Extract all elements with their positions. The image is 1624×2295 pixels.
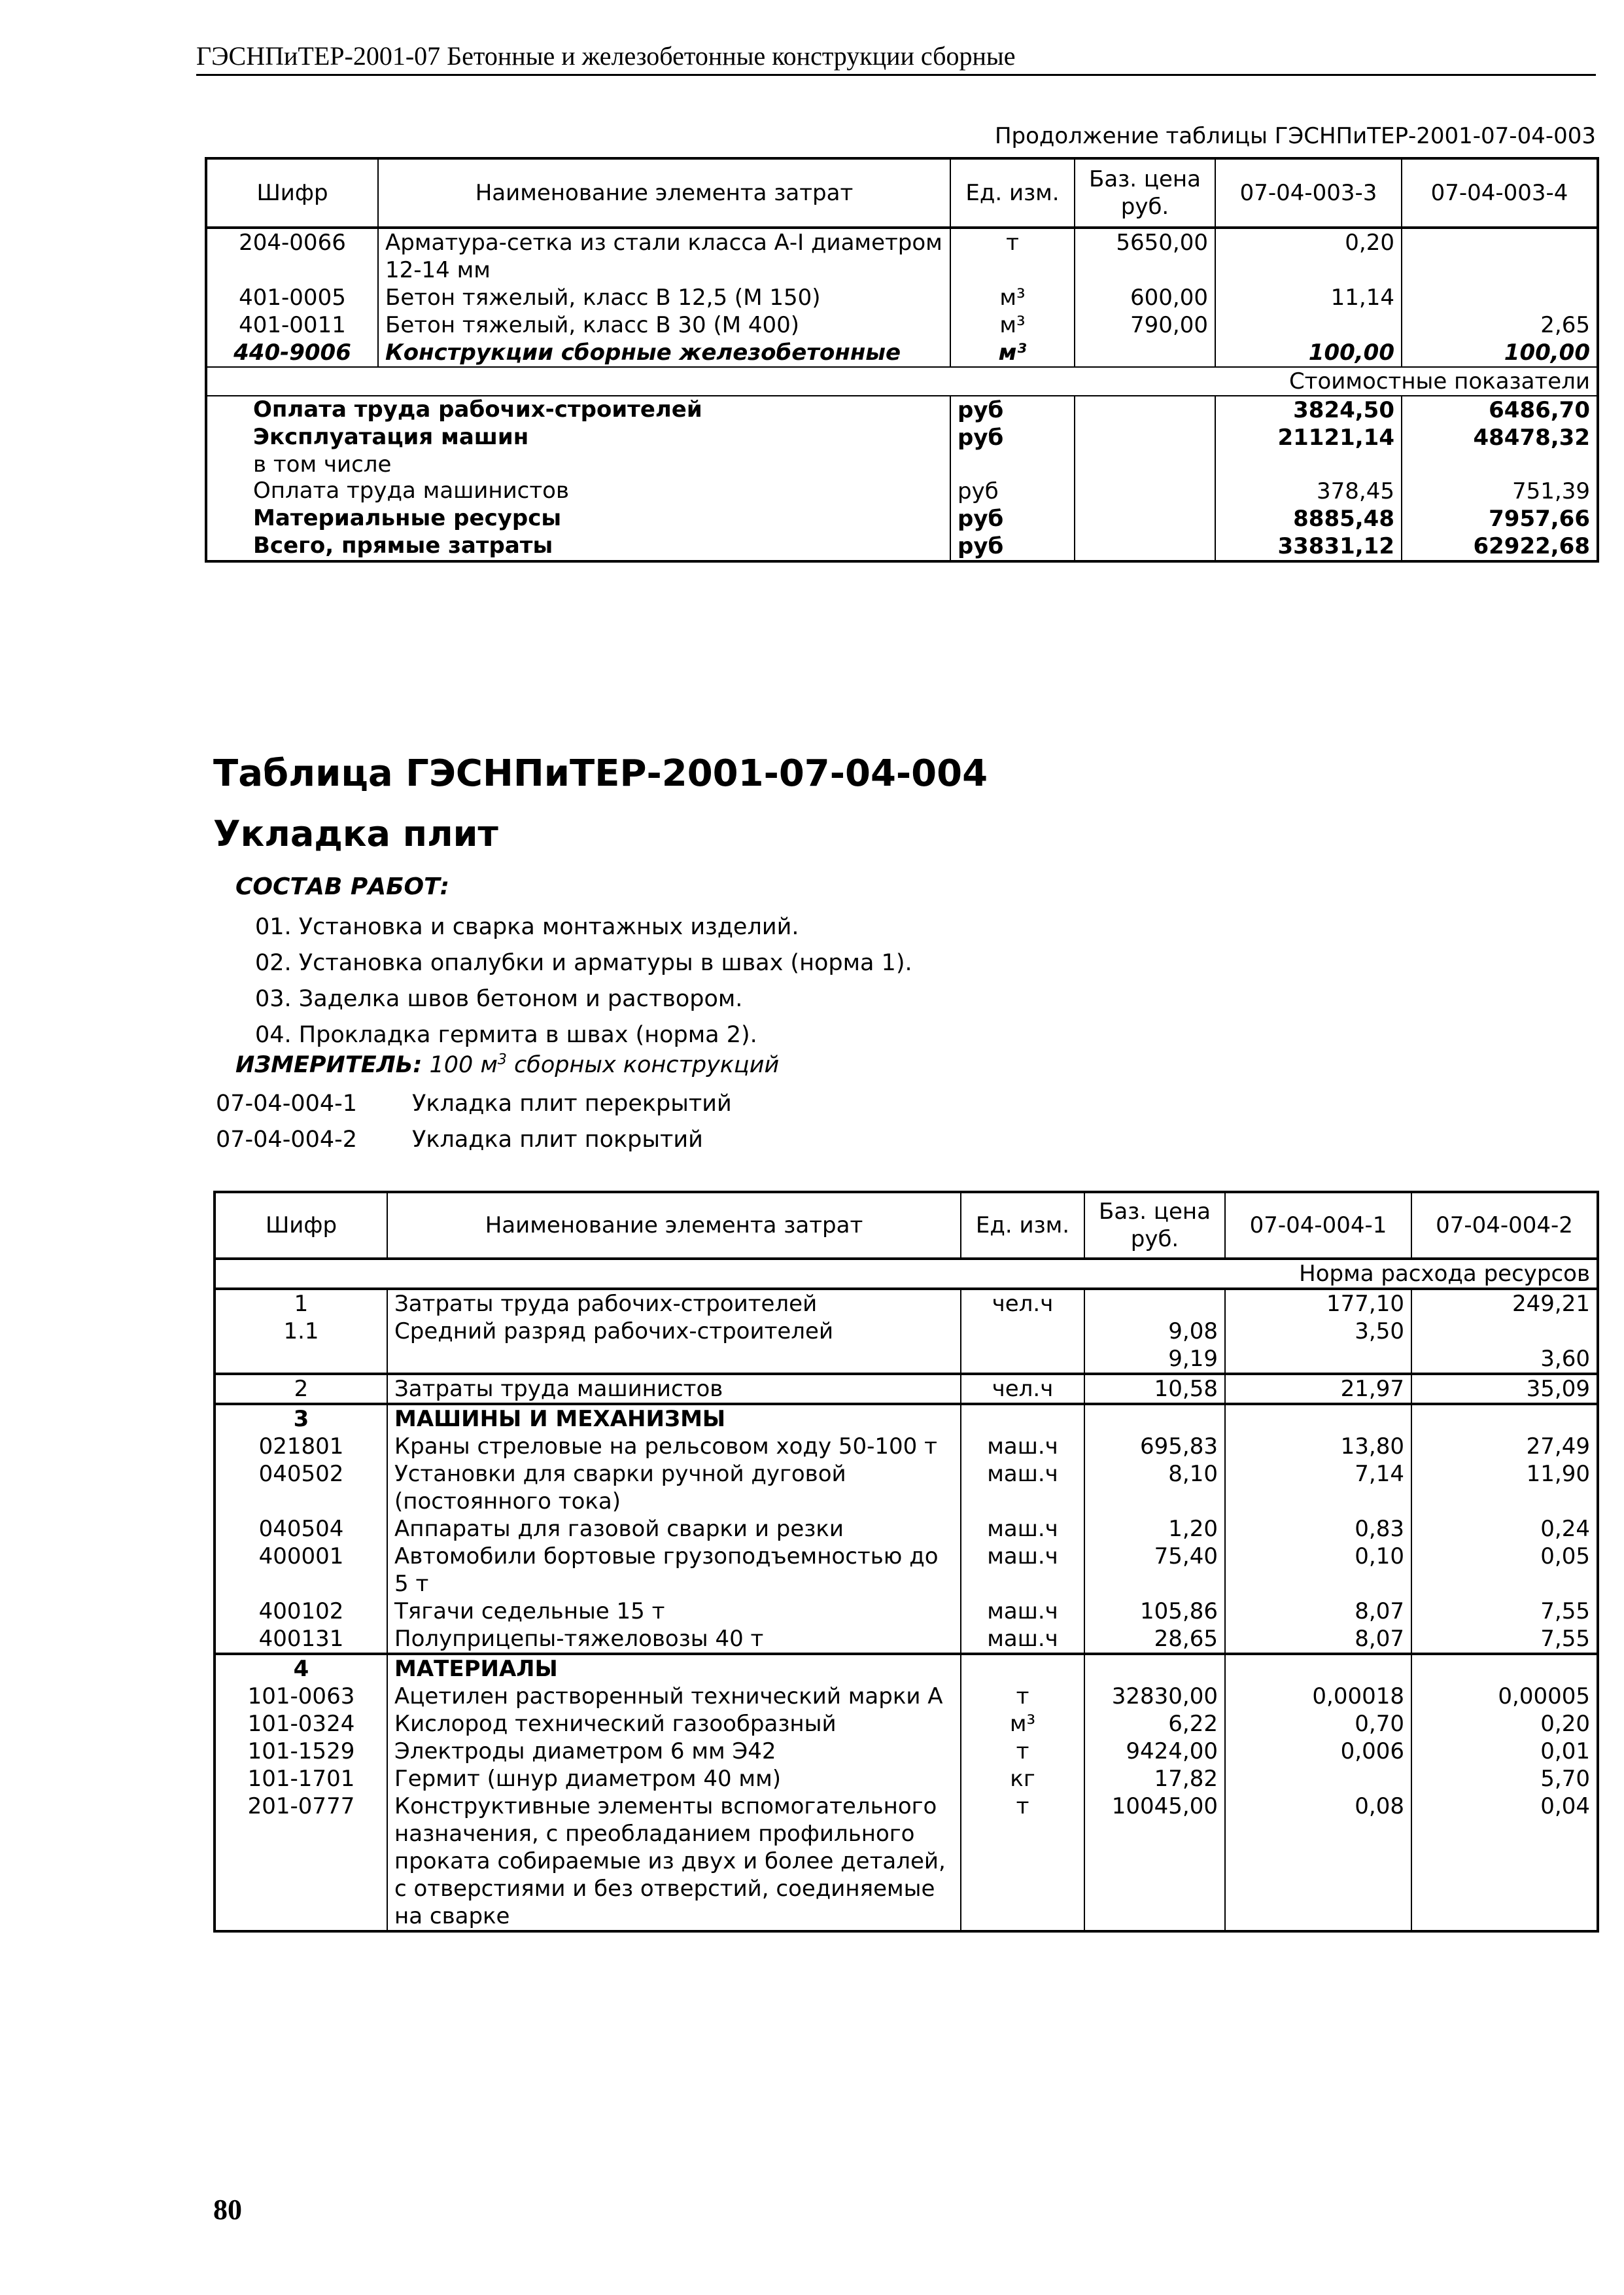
table-row (215, 1404, 1598, 1433)
measurer-label: ИЗМЕРИТЕЛЬ: (235, 1052, 423, 1078)
table-row (215, 1710, 1598, 1738)
work-item: 04. Прокладка гермита в швах (норма 2). (255, 1022, 757, 1048)
cost-name: Оплата труда машинистов (253, 478, 570, 504)
cell-name: Автомобили бортовые грузоподъемностью до 5 т (387, 1543, 961, 1598)
cell-unit (961, 1404, 1084, 1433)
table-row (206, 424, 1598, 451)
table-row (215, 1625, 1598, 1654)
table-row (206, 478, 1598, 505)
column-header-unit: Ед. изм. (961, 1192, 1084, 1259)
cell-unit: м³ (950, 311, 1075, 339)
cell-price: 9,08 (1084, 1318, 1225, 1345)
table-row (215, 1259, 1598, 1289)
cell-unit: м³ (950, 284, 1075, 311)
cell-variant-1: 177,10 (1225, 1289, 1411, 1318)
cell-variant-1: 8885,48 (1215, 505, 1402, 533)
cell-name: Полуприцепы-тяжеловозы 40 т (387, 1625, 961, 1654)
cell-price (1075, 339, 1215, 367)
cell-price: 790,00 (1075, 311, 1215, 339)
cell-price (1075, 451, 1215, 478)
cell-code: 400001 (258, 1543, 344, 1569)
variant-code: 07-04-004-2 (216, 1127, 358, 1153)
cell-price (1084, 1404, 1225, 1433)
column-header-price: Баз. цена руб. (1084, 1192, 1225, 1259)
cell-price: 9,19 (1084, 1345, 1225, 1374)
cell-code: 4 (293, 1656, 309, 1682)
cell-price: 75,40 (1084, 1543, 1225, 1598)
cell-variant-2: 27,49 (1411, 1433, 1598, 1460)
table-row (215, 1738, 1598, 1765)
cell-variant-1: 0,83 (1225, 1515, 1411, 1543)
cell-name: Арматура-сетка из стали класса А-I диаметром 12-14 мм (378, 228, 950, 284)
table-row (215, 1654, 1598, 1683)
table-row (206, 505, 1598, 533)
cell-name: Тягачи седельные 15 т (387, 1598, 961, 1625)
cell-price (1075, 505, 1215, 533)
cell-variant-1: 21,97 (1225, 1374, 1411, 1404)
column-header-variant-2: 07-04-004-2 (1411, 1192, 1598, 1259)
cell-code: 101-0063 (247, 1683, 355, 1709)
cell-code: 1.1 (283, 1318, 319, 1344)
cell-variant-2: 6486,70 (1402, 396, 1598, 424)
measurer-value: 100 $м^3$ сборных конструкций (429, 1051, 780, 1078)
cell-name: Краны стреловые на рельсовом ходу 50-100 т (387, 1433, 961, 1460)
cell-code: 101-0324 (247, 1711, 355, 1737)
cell-variant-2: 0,24 (1411, 1515, 1598, 1543)
table-row (215, 1598, 1598, 1625)
table-row (206, 533, 1598, 561)
variant-code: 07-04-004-1 (216, 1091, 358, 1117)
running-header: ГЭСНПиТЕР-2001-07 Бетонные и железобетонные конструкции сборные (196, 41, 1596, 76)
cell-code: 401-0011 (239, 312, 346, 338)
cell-code: 040504 (258, 1516, 344, 1542)
cell-name: Электроды диаметром 6 мм Э42 (387, 1738, 961, 1765)
table-row (206, 339, 1598, 367)
cell-variant-2: 0,20 (1411, 1710, 1598, 1738)
cell-unit: маш.ч (961, 1433, 1084, 1460)
table-row (215, 1460, 1598, 1515)
cell-variant-1 (1225, 1404, 1411, 1433)
cell-variant-2: 7,55 (1411, 1625, 1598, 1654)
cell-name: Затраты труда рабочих-строителей (387, 1289, 961, 1318)
cell-name: МАТЕРИАЛЫ (387, 1654, 961, 1683)
cell-variant-2: 249,21 (1411, 1289, 1598, 1318)
table-row (206, 311, 1598, 339)
cell-unit (961, 1318, 1084, 1345)
cell-variant-2: 3,60 (1411, 1345, 1598, 1374)
cell-variant-2 (1411, 1654, 1598, 1683)
cell-price: 105,86 (1084, 1598, 1225, 1625)
cell-unit: руб (950, 396, 1075, 424)
cell-name: Установки для сварки ручной дуговой (постоянного тока) (387, 1460, 961, 1515)
cell-variant-1: 7,14 (1225, 1460, 1411, 1515)
cell-price: 32830,00 (1084, 1683, 1225, 1710)
cell-unit: т (961, 1738, 1084, 1765)
cell-name: Кислород технический газообразный (387, 1710, 961, 1738)
column-header-variant-1: 07-04-003-3 (1215, 158, 1402, 228)
measurer (235, 1052, 779, 1078)
table-row (215, 1765, 1598, 1793)
cell-variant-2: 48478,32 (1402, 424, 1598, 451)
cell-unit: кг (961, 1765, 1084, 1793)
cell-unit: маш.ч (961, 1625, 1084, 1654)
cell-price (1075, 478, 1215, 505)
cell-price: 8,10 (1084, 1460, 1225, 1515)
cell-variant-1 (1225, 1765, 1411, 1793)
norm-variants (216, 1086, 732, 1158)
cell-variant-1: 21121,14 (1215, 424, 1402, 451)
column-header-variant-1: 07-04-004-1 (1225, 1192, 1411, 1259)
cell-name: Затраты труда машинистов (387, 1374, 961, 1404)
cell-variant-1: 0,10 (1225, 1543, 1411, 1598)
cell-variant-2 (1402, 451, 1598, 478)
cell-code: 204-0066 (239, 230, 346, 256)
work-item: 02. Установка опалубки и арматуры в швах (норма 1). (255, 950, 912, 976)
cell-unit: руб (950, 533, 1075, 561)
cell-name: Гермит (шнур диаметром 40 мм) (387, 1765, 961, 1793)
cell-variant-1: 0,08 (1225, 1793, 1411, 1931)
cost-name: Материальные ресурсы (253, 505, 562, 531)
cell-unit (950, 451, 1075, 478)
table-row (206, 451, 1598, 478)
cell-name: Бетон тяжелый, класс В 30 (М 400) (378, 311, 950, 339)
work-item: 01. Установка и сварка монтажных изделий. (255, 914, 799, 940)
cell-unit: т (950, 228, 1075, 284)
cell-unit: т (961, 1793, 1084, 1931)
cell-price: 9424,00 (1084, 1738, 1225, 1765)
cell-name: Конструктивные элементы вспомогательного назначения, с преобладанием профильного проката собираемые из двух и более деталей, с отверстиями и без отверстий, соединяемые на сварке (387, 1793, 961, 1931)
cell-price (1075, 396, 1215, 424)
cell-variant-1 (1215, 451, 1402, 478)
table-row (206, 367, 1598, 396)
cell-variant-2: 0,05 (1411, 1543, 1598, 1598)
cost-name: Оплата труда рабочих-строителей (253, 396, 702, 423)
cell-price: 6,22 (1084, 1710, 1225, 1738)
column-header-price: Баз. цена руб. (1075, 158, 1215, 228)
cell-name (387, 1345, 961, 1374)
cell-name: Бетон тяжелый, класс В 12,5 (М 150) (378, 284, 950, 311)
cell-variant-2: 0,00005 (1411, 1683, 1598, 1710)
table-row (206, 228, 1598, 284)
cell-variant-2: 7957,66 (1402, 505, 1598, 533)
cell-variant-2 (1411, 1404, 1598, 1433)
cell-variant-1: 3824,50 (1215, 396, 1402, 424)
cell-unit (961, 1654, 1084, 1683)
cell-name: Конструкции сборные железобетонные (378, 339, 950, 367)
cell-price (1084, 1289, 1225, 1318)
cost-name: Эксплуатация машин (253, 424, 529, 450)
cell-unit: м³ (950, 339, 1075, 367)
cell-variant-1: 8,07 (1225, 1625, 1411, 1654)
cell-price (1075, 533, 1215, 561)
cell-name: Средний разряд рабочих-строителей (387, 1318, 961, 1345)
cell-variant-1: 3,50 (1225, 1318, 1411, 1345)
work-composition-label: СОСТАВ РАБОТ: (235, 873, 450, 900)
cell-variant-2: 0,04 (1411, 1793, 1598, 1931)
norm-label: Норма расхода ресурсов (1299, 1261, 1590, 1287)
cell-code: 3 (293, 1406, 309, 1432)
column-header-code: Шифр (256, 180, 328, 206)
resource-table-07-04-003 (205, 157, 1599, 563)
column-header-name: Наименование элемента затрат (378, 158, 950, 228)
cell-code: 021801 (258, 1433, 344, 1460)
cell-code: 401-0005 (239, 285, 346, 311)
cell-variant-1: 100,00 (1215, 339, 1402, 367)
table-row (215, 1543, 1598, 1598)
table-subtitle: Укладка плит (213, 813, 498, 854)
cell-code: 400131 (258, 1626, 344, 1652)
variant-row (216, 1086, 732, 1122)
table-row (215, 1318, 1598, 1345)
cell-variant-1: 33831,12 (1215, 533, 1402, 561)
cell-unit: руб (950, 505, 1075, 533)
cell-variant-1: 13,80 (1225, 1433, 1411, 1460)
table-row (215, 1683, 1598, 1710)
cell-unit: руб (950, 478, 1075, 505)
cell-variant-2 (1411, 1318, 1598, 1345)
cell-code: 1 (294, 1291, 309, 1317)
cell-code: 400102 (258, 1598, 344, 1624)
cell-variant-2: 751,39 (1402, 478, 1598, 505)
table-row (206, 284, 1598, 311)
cost-section-label: Стоимостные показатели (1288, 368, 1590, 394)
cell-variant-1: 11,14 (1215, 284, 1402, 311)
cell-variant-1: 0,70 (1225, 1710, 1411, 1738)
table-row (215, 1793, 1598, 1931)
cell-unit: руб (950, 424, 1075, 451)
cell-variant-2: 35,09 (1411, 1374, 1598, 1404)
table-row (215, 1433, 1598, 1460)
cell-price: 10,58 (1084, 1374, 1225, 1404)
cell-code: 040502 (258, 1461, 344, 1487)
cell-code: 101-1701 (247, 1766, 355, 1792)
column-header-unit: Ед. изм. (950, 158, 1075, 228)
cell-unit: т (961, 1683, 1084, 1710)
cell-price (1075, 424, 1215, 451)
cell-variant-2: 0,01 (1411, 1738, 1598, 1765)
table-row (215, 1515, 1598, 1543)
variant-name: Укладка плит перекрытий (412, 1091, 732, 1117)
work-item: 03. Заделка швов бетоном и раствором. (255, 986, 743, 1012)
cell-variant-2: 62922,68 (1402, 533, 1598, 561)
cell-name: Аппараты для газовой сварки и резки (387, 1515, 961, 1543)
cell-price: 17,82 (1084, 1765, 1225, 1793)
cost-name: в том числе (253, 451, 392, 478)
cell-variant-2: 7,55 (1411, 1598, 1598, 1625)
cell-unit: м³ (961, 1710, 1084, 1738)
column-header-variant-2: 07-04-003-4 (1402, 158, 1598, 228)
column-header-name: Наименование элемента затрат (387, 1192, 961, 1259)
cell-code: 2 (294, 1376, 309, 1402)
cell-name: МАШИНЫ И МЕХАНИЗМЫ (387, 1404, 961, 1433)
column-header-code: Шифр (265, 1212, 337, 1238)
cell-unit: маш.ч (961, 1515, 1084, 1543)
cell-variant-1 (1225, 1345, 1411, 1374)
cell-unit: маш.ч (961, 1543, 1084, 1598)
cell-price: 10045,00 (1084, 1793, 1225, 1931)
cell-unit: чел.ч (961, 1289, 1084, 1318)
cell-price (1084, 1654, 1225, 1683)
table-row (215, 1289, 1598, 1318)
variant-row (216, 1122, 732, 1158)
cell-code (215, 1345, 387, 1374)
cell-code: 201-0777 (247, 1793, 355, 1819)
cell-price: 5650,00 (1075, 228, 1215, 284)
table-row (215, 1374, 1598, 1404)
cell-unit: маш.ч (961, 1460, 1084, 1515)
cell-variant-1: 0,20 (1215, 228, 1402, 284)
cell-variant-1: 8,07 (1225, 1598, 1411, 1625)
variant-name: Укладка плит покрытий (412, 1127, 703, 1153)
cell-variant-1: 378,45 (1215, 478, 1402, 505)
resource-table-07-04-004 (213, 1191, 1599, 1933)
page-number: 80 (213, 2194, 242, 2226)
cell-variant-2: 100,00 (1402, 339, 1598, 367)
cell-variant-1 (1225, 1654, 1411, 1683)
cell-variant-2: 2,65 (1402, 311, 1598, 339)
cell-variant-2 (1402, 228, 1598, 284)
cell-price: 28,65 (1084, 1625, 1225, 1654)
cell-variant-1: 0,006 (1225, 1738, 1411, 1765)
work-composition-list (255, 909, 912, 1053)
table-title: Таблица ГЭСНПиТЕР-2001-07-04-004 (213, 752, 988, 795)
cell-code: 440-9006 (233, 340, 351, 366)
cost-name: Всего, прямые затраты (253, 533, 553, 559)
cell-code: 101-1529 (247, 1738, 355, 1764)
table-continuation-caption: Продолжение таблицы ГЭСНПиТЕР-2001-07-04-003 (994, 123, 1596, 149)
cell-variant-1 (1215, 311, 1402, 339)
cell-unit: маш.ч (961, 1598, 1084, 1625)
table-row (215, 1345, 1598, 1374)
cell-variant-2 (1402, 284, 1598, 311)
cell-variant-2: 11,90 (1411, 1460, 1598, 1515)
cell-unit (961, 1345, 1084, 1374)
cell-unit: чел.ч (961, 1374, 1084, 1404)
cell-name: Ацетилен растворенный технический марки А (387, 1683, 961, 1710)
table-row (206, 396, 1598, 424)
cell-variant-1: 0,00018 (1225, 1683, 1411, 1710)
cell-price: 600,00 (1075, 284, 1215, 311)
cell-price: 1,20 (1084, 1515, 1225, 1543)
cell-variant-2: 5,70 (1411, 1765, 1598, 1793)
cell-price: 695,83 (1084, 1433, 1225, 1460)
